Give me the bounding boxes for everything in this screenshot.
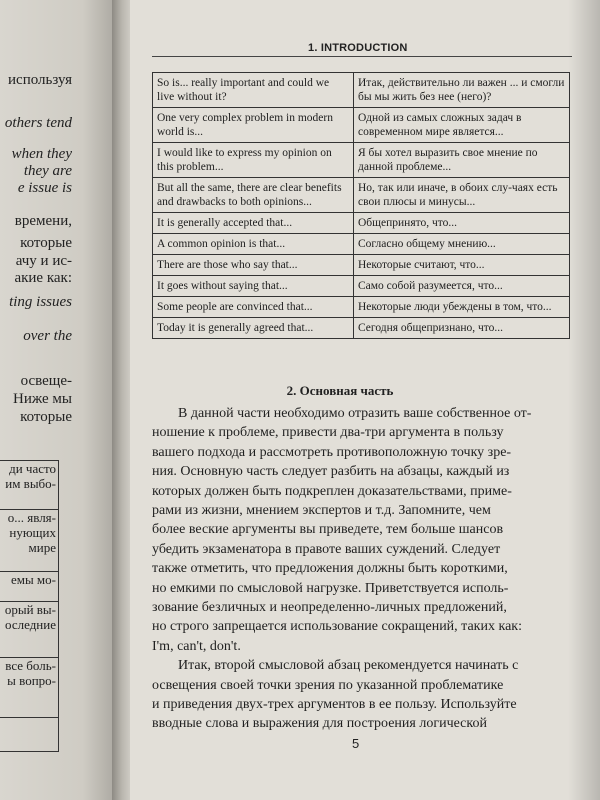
facing-page-line: акие как: xyxy=(14,270,72,286)
facing-page-line: освеще- xyxy=(20,373,72,389)
facing-page-line: Ниже мы xyxy=(12,391,72,407)
phrase-russian: Но, так или иначе, в обоих слу-чаях есть свои плюсы и минусы... xyxy=(354,178,570,213)
body-line: рами из жизни, мнением экспертов и т.д. Запомните, чем xyxy=(152,503,491,518)
phrase-english: It goes without saying that... xyxy=(153,276,354,297)
facing-page-line: others tend xyxy=(4,115,72,131)
header-rule xyxy=(152,56,572,57)
phrase-english: A common opinion is that... xyxy=(153,234,354,255)
facing-page-table-cell: орый вы- оследние xyxy=(0,601,58,657)
phrase-row xyxy=(153,276,570,297)
phrase-russian: Итак, действительно ли важен ... и смогли бы мы жить без нее (него)? xyxy=(354,73,570,108)
phrase-english: I would like to express my opinion on this problem... xyxy=(153,143,354,178)
section-title: 2. Основная часть xyxy=(286,383,394,398)
facing-page-left xyxy=(0,0,118,800)
phrase-row xyxy=(153,73,570,108)
phrase-russian: Одной из самых сложных задач в современном мире является... xyxy=(354,108,570,143)
facing-page-table-cell: все боль- ы вопро- xyxy=(0,657,58,717)
phrase-english: But all the same, there are clear benefits and drawbacks to both opinions... xyxy=(153,178,354,213)
facing-page-table xyxy=(0,460,59,752)
phrase-russian: Некоторые считают, что... xyxy=(354,255,570,276)
body-line: убедить экзаменатора в правоте ваших суждений. Следует xyxy=(152,541,501,557)
phrase-russian: Я бы хотел выразить свое мнение по данной проблеме... xyxy=(354,143,570,178)
body-line: но емкими по смысловой нагрузке. Приветствуется исполь- xyxy=(152,580,509,596)
body-line: ношение к проблеме, привести два-три аргумента в пользу xyxy=(152,425,504,441)
phrase-english: There are those who say that... xyxy=(153,255,354,276)
body-line: В данной части необходимо отразить ваше собственное от- xyxy=(178,406,532,421)
phrase-russian: Общепринято, что... xyxy=(354,213,570,234)
facing-page-line: времени, xyxy=(14,213,72,229)
facing-page-line: которые xyxy=(20,235,72,251)
phrase-english: Today it is generally agreed that... xyxy=(153,318,354,339)
facing-page-table-cell xyxy=(0,717,58,751)
phrase-row xyxy=(153,255,570,276)
phrase-russian: Само собой разумеется, что... xyxy=(354,276,570,297)
facing-page-table-cell: ди часто им выбо- xyxy=(5,461,56,491)
phrase-row xyxy=(153,143,570,178)
facing-page-line: ачу и ис- xyxy=(15,253,72,269)
phrase-english: It is generally accepted that... xyxy=(153,213,354,234)
facing-page-line: they are xyxy=(23,163,72,179)
body-line: которых должен быть подкреплен доказательствами, приме- xyxy=(152,483,512,499)
phrase-row xyxy=(153,234,570,255)
facing-page-table-cell: о... явля- нующих мире xyxy=(0,509,58,571)
phrase-english: One very complex problem in modern world is... xyxy=(153,108,354,143)
facing-page-line: over the xyxy=(23,328,72,344)
phrase-row xyxy=(153,108,570,143)
page-edge-shadow xyxy=(568,0,600,800)
body-line: также отметить, что предложения должны быть короткими, xyxy=(152,561,508,577)
body-line: более веские аргументы вы приведете, тем больше шансов xyxy=(152,522,504,538)
page-number: 5 xyxy=(352,736,360,751)
body-line: но строго запрещается использование сокращений, таких как: xyxy=(152,619,522,635)
facing-page-line: ting issues xyxy=(9,294,72,310)
facing-page-line: when they xyxy=(11,146,72,162)
body-line: зование безличных и неопределенно-личных предложений, xyxy=(152,600,507,615)
phrase-russian: Некоторые люди убеждены в том, что... xyxy=(354,297,570,318)
body-line: I'm, can't, don't. xyxy=(152,638,241,654)
facing-page-line: используя xyxy=(8,72,72,88)
body-line: вводные слова и выражения для построения логической xyxy=(152,716,487,732)
body-line: освещения своей точки зрения по указанной проблематике xyxy=(152,677,504,693)
phrase-russian: Согласно общему мнению... xyxy=(354,234,570,255)
phrase-table xyxy=(152,72,570,339)
facing-page-line: e issue is xyxy=(17,180,72,196)
phrase-row xyxy=(153,178,570,213)
body-line: вашего подхода и рассмотреть противоположную точку зре- xyxy=(152,444,512,460)
page-right xyxy=(130,0,600,800)
phrase-row xyxy=(153,297,570,318)
phrase-english: Some people are convinced that... xyxy=(153,297,354,318)
body-line: Итак, второй смысловой абзац рекомендуется начинать с xyxy=(178,658,519,674)
body-line: ния. Основную часть следует разбить на абзацы, каждый из xyxy=(152,464,510,480)
phrase-english: So is... really important and could we live without it? xyxy=(153,73,354,108)
running-header: 1. INTRODUCTION xyxy=(308,42,408,54)
phrase-row xyxy=(153,213,570,234)
facing-page-table-cell: емы мо- xyxy=(0,571,58,601)
body-line: и приведения двух-трех аргументов в ее пользу. Используйте xyxy=(152,697,517,712)
facing-page-line: которые xyxy=(20,409,72,425)
phrase-row xyxy=(153,318,570,339)
phrase-russian: Сегодня общепризнано, что... xyxy=(354,318,570,339)
